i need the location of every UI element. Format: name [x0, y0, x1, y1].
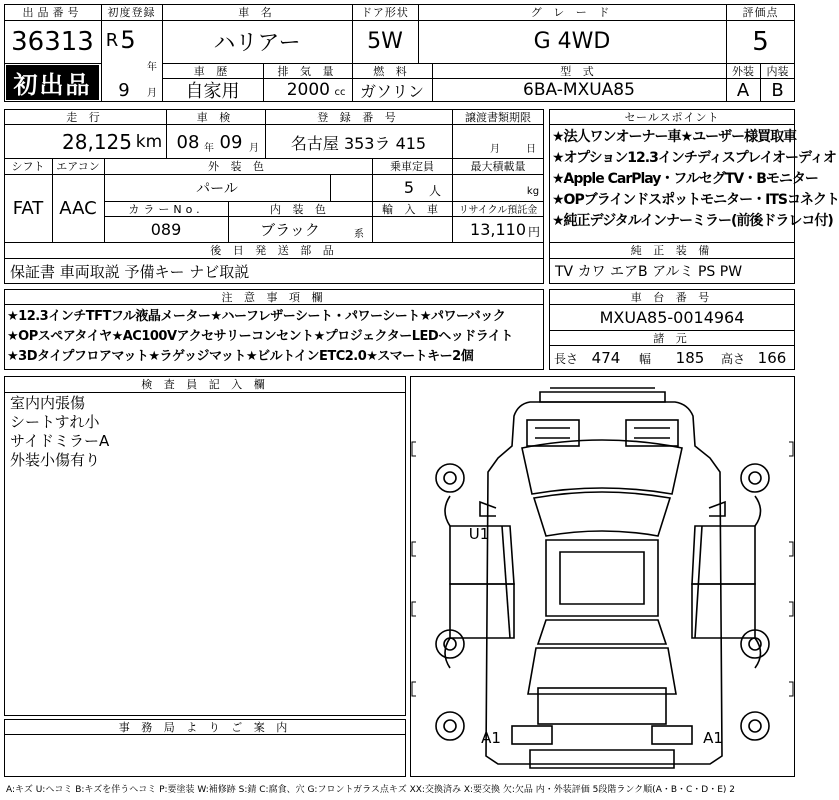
damage-mark-rear-right: A1 — [703, 729, 723, 747]
lot-number-label: 出品番号 — [22, 6, 83, 19]
height-label: 高さ — [720, 351, 745, 366]
dimensions-label: 諸 元 — [653, 331, 691, 345]
sales-point-item: ★Apple CarPlay・フルセグTV・Bモニター — [552, 171, 818, 187]
standard-equipment-label: 純 正 装 備 — [630, 244, 714, 257]
later-parts-label: 後 日 発 送 部 品 — [210, 244, 338, 257]
door-type: 5W — [367, 29, 403, 54]
exterior-color-label: 外 装 色 — [208, 160, 268, 173]
damage-mark-left-door: U1 — [468, 525, 490, 543]
history-value: 自家用 — [185, 81, 240, 102]
exterior-grade: A — [736, 79, 750, 101]
max-load-label: 最大積載量 — [470, 160, 526, 173]
mileage-label: 走 行 — [66, 110, 104, 124]
mileage-unit: km — [135, 132, 163, 152]
recycle-fee-unit: 円 — [527, 224, 540, 239]
interior-color-label: 内 装 色 — [270, 202, 330, 216]
notes-list — [7, 307, 542, 369]
year-unit: 年 — [147, 61, 157, 73]
recycle-fee-value: 13,110 — [470, 219, 526, 239]
interior-color-suffix: 系 — [354, 228, 364, 240]
standard-equipment-value: TV カワ エアB アルミ PS PW — [555, 264, 743, 280]
score-value: 5 — [752, 26, 769, 57]
damage-legend: A:キズ U:ヘコミ B:キズを伴うヘコミ P:要塗装 W:補修跡 S:錆 C:腐食、穴 G:フロントガラス点キズ XX:交換済み X:要交換 欠:欠品 内・外装評価 5段階ランク順(A・B・C・D・E) 2 — [6, 784, 736, 795]
car-name: ハリアー — [213, 31, 301, 56]
inspector-note-item: サイドミラーA — [10, 432, 110, 450]
damage-mark-rear-left: A1 — [481, 729, 501, 747]
exterior-color: パール — [196, 180, 238, 197]
grade-label: グ レ ー ド — [530, 6, 614, 19]
sales-point-item: ★オプション12.3インチディスプレイオーディオ — [552, 150, 836, 166]
car-name-label: 車 名 — [238, 6, 276, 19]
inspector-note-item: 室内内張傷 — [10, 394, 86, 412]
fuel-label: 燃 料 — [373, 64, 411, 78]
width-label: 幅 — [638, 351, 651, 366]
note-item: ★OPスペアタイヤ★AC100Vアクセサリーコンセント★プロジェクターLEDヘッドライト — [7, 329, 513, 344]
shift-value: FAT — [12, 197, 44, 219]
displacement-unit: cc — [334, 86, 346, 98]
capacity-unit: 人 — [428, 183, 441, 198]
length-label: 長さ — [553, 351, 578, 366]
grade-value: G 4WD — [533, 29, 611, 54]
month-unit: 月 — [147, 87, 157, 99]
displacement-label: 排 気 量 — [277, 64, 338, 78]
sales-points-list — [552, 127, 839, 241]
inspection-year: 08 — [176, 131, 200, 153]
note-item: ★3Dタイプフロアマット★ラゲッジマット★ビルトインETC2.0★スマートキー2個 — [7, 349, 474, 364]
later-parts-value: 保証書 車両取説 予備キー ナビ取説 — [10, 262, 250, 281]
first-registration-label: 初度登録 — [107, 6, 156, 19]
width-value: 185 — [675, 349, 705, 367]
office-label: 事 務 局 よ り ご 案 内 — [118, 720, 292, 734]
color-number: 089 — [150, 219, 182, 239]
history-label: 車 歴 — [193, 64, 232, 78]
inspection-year-unit: 年 — [204, 142, 214, 154]
first-registration-month: 9 — [118, 79, 130, 101]
first-listing-badge: 初出品 — [6, 65, 99, 100]
displacement-value: 2000 — [286, 80, 330, 100]
aircon-label: エアコン — [56, 160, 100, 173]
exterior-grade-label: 外装 — [732, 64, 754, 78]
inspector-notes — [10, 394, 400, 594]
sales-point-item: ★OPブラインドスポットモニター・ITSコネクト — [552, 192, 839, 208]
import-label: 輸 入 車 — [382, 202, 442, 216]
door-type-label: ドア形状 — [361, 6, 409, 19]
era-prefix: R — [105, 29, 119, 51]
chassis-number: MXUA85-0014964 — [599, 307, 745, 327]
interior-grade: B — [771, 79, 784, 101]
inspection-month-unit: 月 — [249, 142, 259, 154]
lot-number: 36313 — [11, 26, 94, 57]
height-value: 166 — [757, 349, 787, 367]
era-year: 5 — [120, 26, 136, 54]
inspection-month: 09 — [219, 131, 243, 153]
capacity-label: 乗車定員 — [390, 160, 434, 173]
inspection-label: 車 検 — [196, 110, 235, 124]
fuel-value: ガソリン — [359, 81, 424, 101]
interior-color: ブラック — [260, 220, 320, 239]
inspector-note-item: 外装小傷有り — [10, 451, 101, 469]
sales-point-item: ★法人ワンオーナー車★ユーザー様買取車 — [552, 129, 797, 145]
note-item: ★12.3インチTFTフル液晶メーター★ハーフレザーシート・パワーシート★パワーバック — [7, 309, 506, 324]
capacity-value: 5 — [403, 178, 415, 197]
model-code: 6BA-MXUA85 — [523, 80, 635, 100]
shift-label: シフト — [11, 160, 45, 173]
chassis-number-label: 車 台 番 号 — [630, 290, 714, 304]
score-label: 評価点 — [742, 6, 779, 19]
max-load-unit: kg — [526, 185, 540, 197]
sales-point-item: ★純正デジタルインナーミラー(前後ドラレコ付) — [552, 213, 833, 229]
transfer-month-unit: 月 — [490, 143, 500, 155]
registration-number: 名古屋 353ラ 415 — [290, 133, 427, 153]
sales-points-label: セールスポイント — [624, 110, 720, 124]
transfer-deadline-label: 譲渡書類期限 — [465, 110, 531, 124]
inspector-note-item: シートすれ小 — [10, 413, 100, 431]
car-diagram — [410, 376, 795, 777]
interior-grade-label: 内装 — [766, 64, 789, 78]
length-value: 474 — [591, 349, 621, 367]
registration-label: 登 録 番 号 — [317, 110, 400, 124]
recycle-fee-label: リサイクル預託金 — [458, 205, 538, 216]
aircon-value: AAC — [59, 197, 97, 219]
mileage-value: 28,125 — [62, 130, 132, 154]
model-code-label: 型 式 — [560, 64, 598, 78]
notes-label: 注 意 事 項 欄 — [221, 290, 327, 304]
inspector-label: 検 査 員 記 入 欄 — [141, 378, 269, 391]
transfer-day-unit: 日 — [526, 143, 536, 155]
color-number-label: カラーNo. — [128, 202, 204, 216]
